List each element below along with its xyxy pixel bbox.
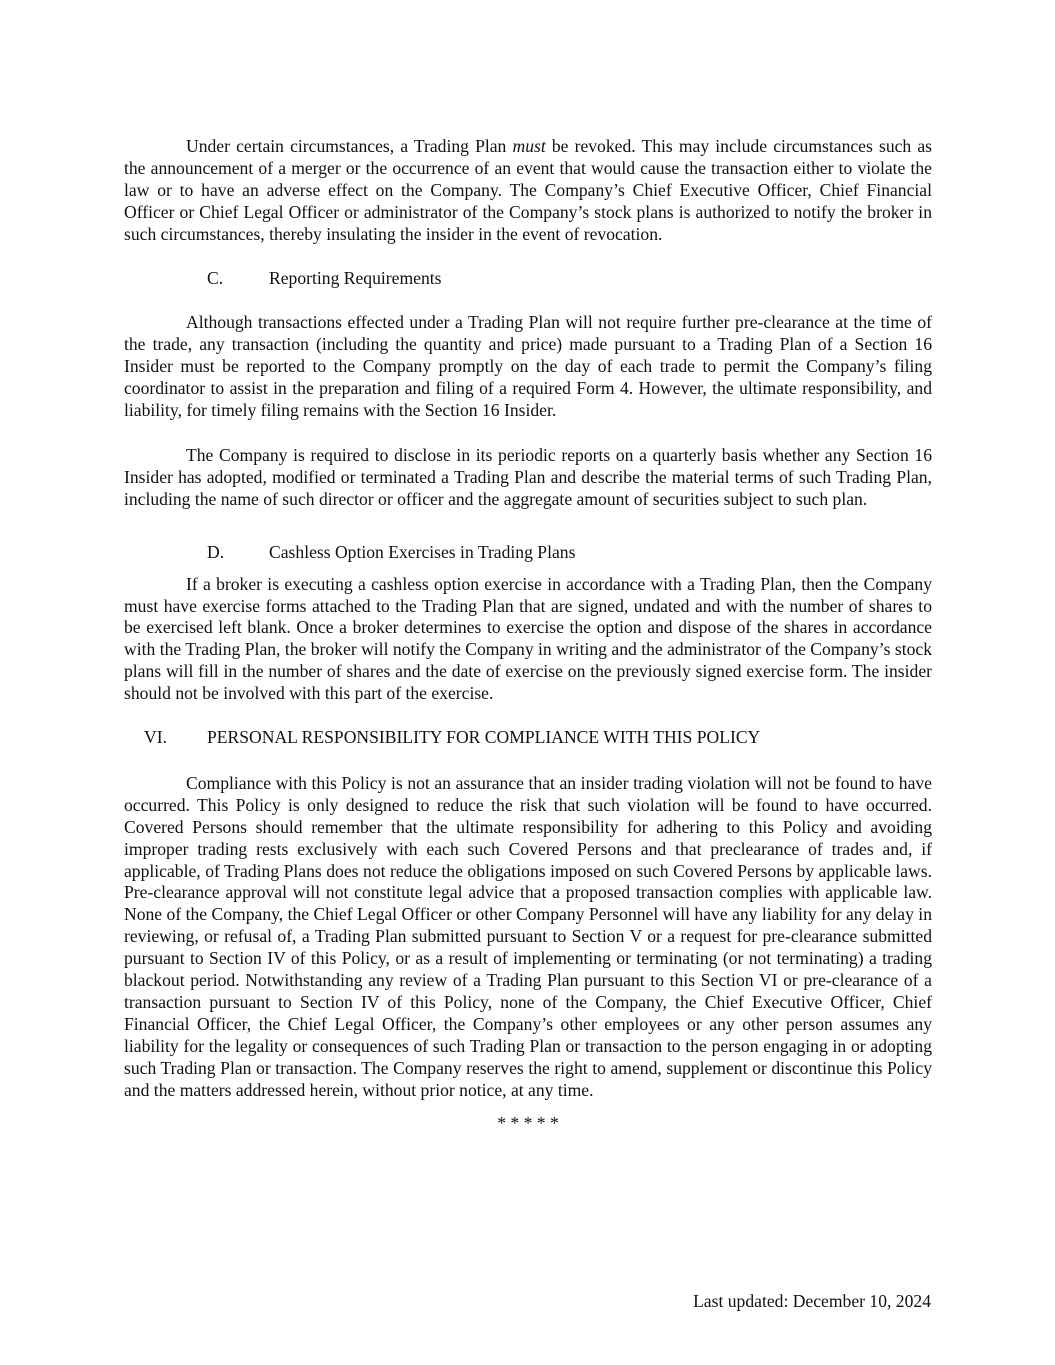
revocation-paragraph bbox=[124, 136, 932, 246]
revocation-text-end: be revoked. This may include circumstances such as the announcement of a merger or the occurrence of an event that would cause the transaction either to violate the law or to have an adverse effect on the Company. The Company’s Chief Executive Officer, Chief Financial Officer or Chief Legal Officer or administrator of the Company’s stock plans is authorized to notify the broker in such circumstances, thereby insulating the insider in the event of revocation. bbox=[124, 136, 932, 244]
section-c-title: Reporting Requirements bbox=[269, 267, 442, 288]
section-vi-paragraph: Compliance with this Policy is not an assurance that an insider trading violation will not be found to have occurred. This Policy is only designed to reduce the risk that such violation will be found to have occurred. Covered Persons should remember that the ultimate responsibility for adhering to this Policy and avoiding improper trading rests exclusively with each such Covered Persons and that preclearance of trades and, if applicable, of Trading Plans does not reduce the obligations imposed on such Covered Persons by applicable laws. Pre-clearance approval will not constitute legal advice that a proposed transaction complies with applicable law. None of the Company, the Chief Legal Officer or other Company Personnel will have any liability for any delay in reviewing, or refusal of, a Trading Plan submitted pursuant to Section V or a request for pre-clearance submitted pursuant to Section IV of this Policy, or as a result of implementing or terminating (or not terminating) a trading blackout period. Notwithstanding any review of a Trading Plan pursuant to this Section VI or pre-clearance of a transaction pursuant to Section IV of this Policy, none of the Company, the Chief Executive Officer, Chief Financial Officer, the Chief Legal Officer, the Company’s other employees or any other person assumes any liability for the legality or consequences of such Trading Plan or transaction to the person engaging in or adopting such Trading Plan or transaction. The Company reserves the right to amend, supplement or discontinue this Policy and the matters addressed herein, without prior notice, at any time. bbox=[124, 772, 932, 1100]
revocation-text-start: Under certain circumstances, a Trading Plan bbox=[186, 136, 513, 156]
end-marker: * * * * * bbox=[497, 1112, 559, 1133]
section-d-paragraph: If a broker is executing a cashless option exercise in accordance with a Trading Plan, then the Company must have exercise forms attached to the Trading Plan that are signed, undated and with the number of shares to be exercised left blank. Once a broker determines to exercise the option and dispose of the shares in accordance with the Trading Plan, the broker will notify the Company in writing and the administrator of the Company’s stock plans will fill in the number of shares and the date of exercise on the previously signed exercise form. The insider should not be involved with this part of the exercise. bbox=[124, 573, 932, 704]
section-vi-number: VI. bbox=[144, 727, 167, 748]
section-d-heading bbox=[124, 542, 932, 564]
document-page bbox=[124, 136, 932, 1134]
section-d-number: D. bbox=[207, 541, 225, 562]
section-c-heading bbox=[124, 268, 932, 290]
section-c-number: C. bbox=[207, 267, 224, 288]
section-vi-title: PERSONAL RESPONSIBILITY FOR COMPLIANCE WITH THIS POLICY bbox=[207, 727, 761, 748]
last-updated: Last updated: December 10, 2024 bbox=[693, 1291, 931, 1311]
section-vi-heading bbox=[124, 727, 932, 749]
revocation-emphasis: must bbox=[512, 136, 546, 156]
section-c-paragraph-1: Although transactions effected under a Trading Plan will not require further pre-clearance at the time of the trade, any transaction (including the quantity and price) made pursuant to a Trading Plan of a Section 16 Insider must be reported to the Company promptly on the day of each trade to permit the Company’s filing coordinator to assist in the preparation and filing of a required Form 4. However, the ultimate responsibility, and liability, for timely filing remains with the Section 16 Insider. bbox=[124, 312, 932, 421]
section-c-paragraph-2: The Company is required to disclose in its periodic reports on a quarterly basis whether any Section 16 Insider has adopted, modified or terminated a Trading Plan and describe the material terms of such Trading Plan, including the name of such director or officer and the aggregate amount of securities subject to such plan. bbox=[124, 444, 932, 509]
section-d-title: Cashless Option Exercises in Trading Plans bbox=[269, 541, 576, 562]
